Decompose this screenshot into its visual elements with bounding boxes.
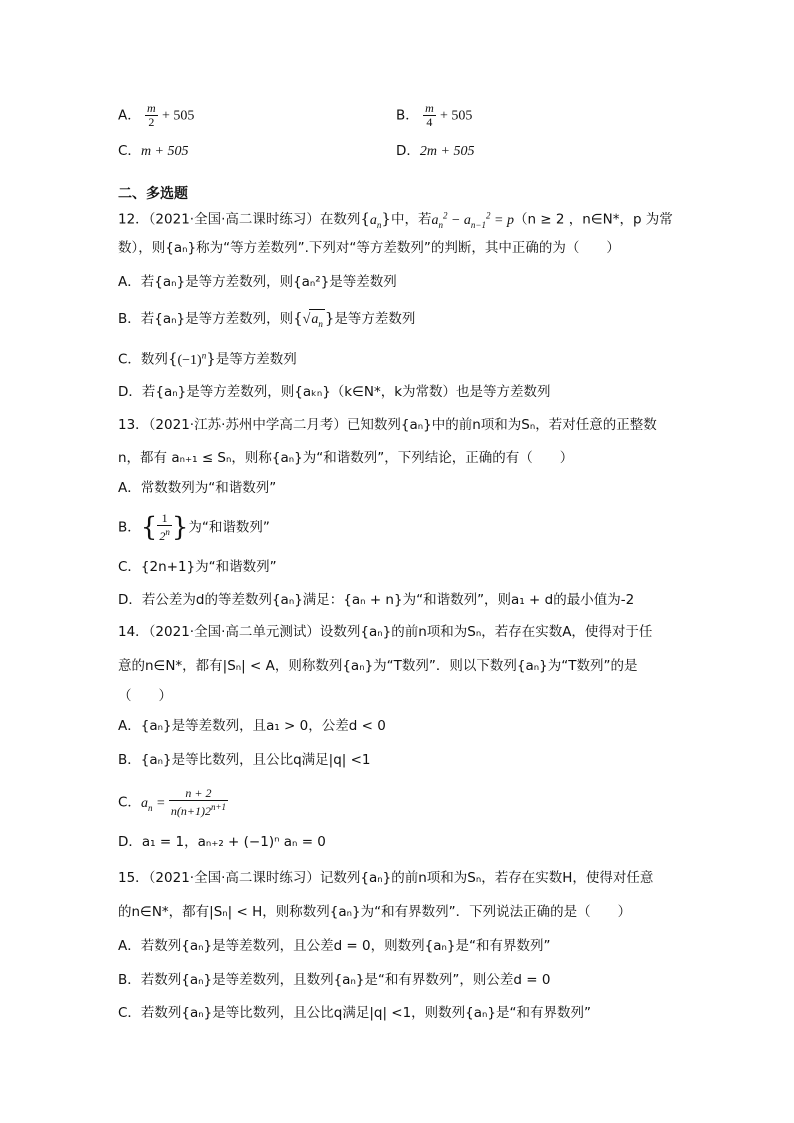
q14-option-d: D．a₁ = 1，aₙ₊₂ + (−1)ⁿ aₙ = 0 (118, 834, 326, 850)
q11-option-c: C．m + 505 (118, 143, 189, 159)
q12-stem-line1: 12．（2021·全国·高二课时练习）在数列$\{a_n\}$中，若$a_n^2 - a_{n-1}^2 = p(n \ge 2$ ，n∈N*，p 为常 (118, 209, 673, 230)
q14-stem-line3: （ ） (118, 688, 172, 704)
q14-option-c: C．$a_n$ = $\frac{n + 2}{n(n+1)2^{n+1}}$ (118, 786, 227, 818)
q12-option-a: A．若{aₙ}是等方差数列，则{aₙ²}是等差数列 (118, 274, 397, 290)
fraction-m-over-2: $\frac{m}{2}$ (147, 101, 156, 129)
q13-option-c: C．{2n+1}为“和谐数列” (118, 559, 277, 575)
q14-option-b: B．{aₙ}是等比数列，且公比q满足|q| <1 (118, 752, 371, 768)
q11-option-b: B． $\frac{m}{4}$ + 505 (396, 101, 473, 129)
q12-option-d: D．若{aₙ}是等方差数列，则{aₖₙ}（k∈N*，k为常数）也是等方差数列 (118, 384, 551, 400)
q14-stem-line1: 14．（2021·全国·高二单元测试）设数列{aₙ}的前n项和为Sₙ，若存在实数A，使得对于任 (118, 624, 653, 640)
q15-stem-line1: 15．（2021·全国·高二课时练习）记数列{aₙ}的前n项和为Sₙ，若存在实数H，使得对任意 (118, 870, 654, 886)
q11-option-d: D．2m + 505 (396, 143, 475, 159)
q15-option-a: A．若数列{aₙ}是等差数列，且公差d = 0，则数列{aₙ}是“和有界数列” (118, 938, 551, 954)
q12-option-c: C．数列$\{(-1)^n\}$是等方差数列 (118, 349, 297, 368)
section-title: 二、多选题 (118, 186, 188, 202)
q14-option-a: A．{aₙ}是等差数列，且a₁ > 0，公差d < 0 (118, 718, 386, 734)
q13-stem-line1: 13．（2021·江苏·苏州中学高二月考）已知数列{aₙ}中的前n项和为Sₙ，若对任意的正整数 (118, 417, 657, 433)
q13-stem-line2: n，都有 aₙ₊₁ ≤ Sₙ，则称{aₙ}为“和谐数列”，下列结论，正确的有（ ） (118, 450, 574, 466)
fraction-m-over-4: $\frac{m}{4}$ (425, 101, 434, 129)
q13-option-a: A．常数数列为“和谐数列” (118, 480, 277, 496)
q15-option-b: B．若数列{aₙ}是等差数列，且数列{aₙ}是“和有界数列”，则公差d = 0 (118, 972, 551, 988)
q13-option-b: B．{ $\frac{1}{2^n}$ }为“和谐数列” (118, 511, 270, 543)
q15-stem-line2: 的n∈N*，都有|Sₙ| < H，则称数列{aₙ}为“和有界数列”．下列说法正确的是（ ） (118, 904, 632, 920)
q14-stem-line2: 意的n∈N*，都有|Sₙ| < A，则称数列{aₙ}为“T数列”．则以下数列{aₙ}为“T数列”的是 (118, 658, 638, 674)
q11-option-a: A． $\frac{m}{2}$ + 505 (118, 101, 195, 129)
q12-stem-line2: 数），则{aₙ}称为“等方差数列”.下列对“等方差数列”的判断，其中正确的为（ ） (118, 240, 620, 256)
q15-option-c: C．若数列{aₙ}是等比数列，且公比q满足|q| <1，则数列{aₙ}是“和有界数列” (118, 1005, 592, 1021)
fraction-1-over-2n: $\frac{1}{2^n}$ (159, 511, 170, 543)
fraction-an-formula: $\frac{n + 2}{n(n+1)2^{n+1}}$ (170, 786, 227, 818)
q13-option-d: D．若公差为d的等差数列{aₙ}满足：{aₙ + n}为“和谐数列”，则a₁ + d的最小值为-2 (118, 592, 635, 608)
q12-option-b: B．若{aₙ}是等方差数列，则{$√a_n$ }是等方差数列 (118, 308, 415, 334)
